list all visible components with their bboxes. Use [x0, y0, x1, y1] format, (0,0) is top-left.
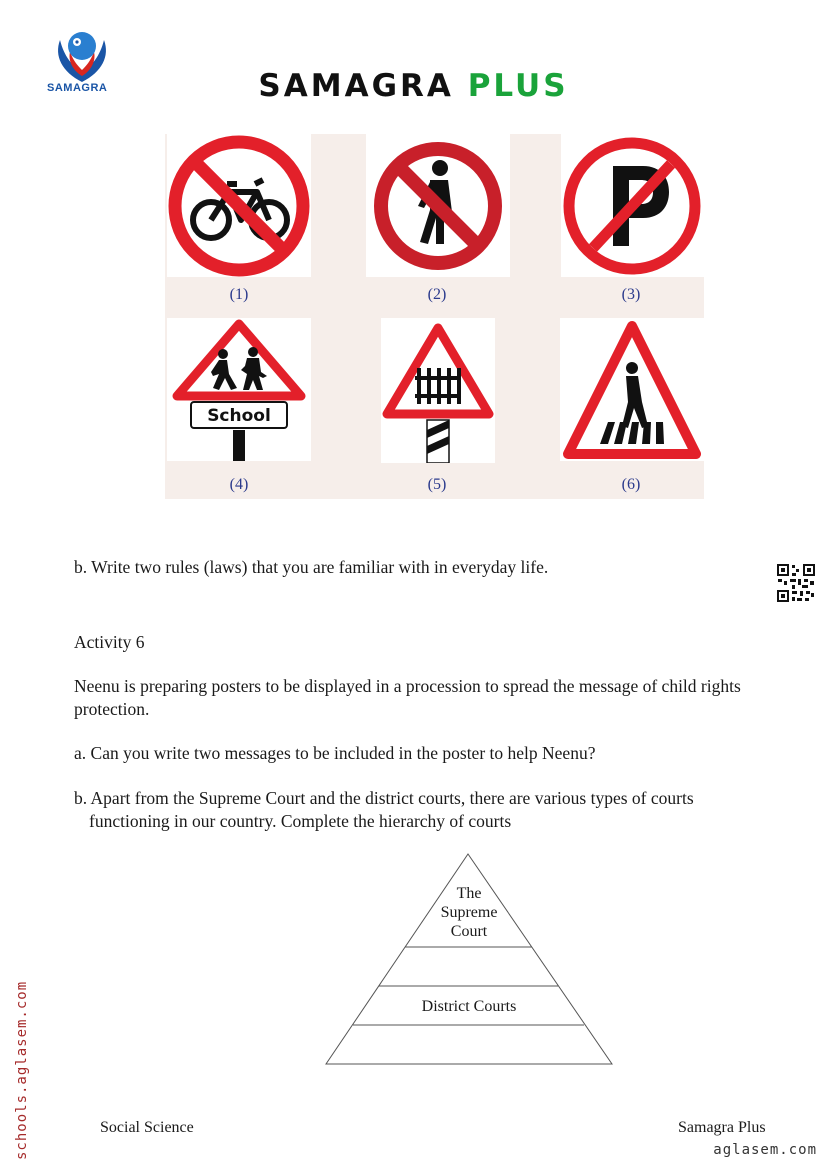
pyramid-top-line-3: Court [450, 923, 488, 940]
pyramid-level-supreme-court [419, 884, 519, 941]
question-b-courts-line1: b. Apart from the Supreme Court and the district courts, there are various types of courts [74, 788, 694, 808]
pyramid-level-district-courts: District Courts [421, 998, 517, 1015]
no-bicycle-sign-icon [167, 134, 311, 277]
title-part-2: PLUS [467, 68, 569, 104]
qr-code-icon [776, 563, 816, 603]
question-a-messages: a. Can you write two messages to be included in the poster to help Neenu? [74, 743, 596, 763]
question-b-courts-line2: functioning in our country. Complete the hierarchy of courts [89, 811, 512, 831]
pyramid-top-line-1: The [456, 885, 482, 902]
court-hierarchy-pyramid [324, 852, 614, 1067]
sign-label-6: (6) [621, 476, 641, 493]
no-parking-sign-icon [561, 134, 704, 277]
sign-label-5: (5) [427, 476, 447, 493]
sign-label-3: (3) [621, 286, 641, 303]
pedestrian-crossing-sign-icon [560, 318, 704, 461]
activity-heading: Activity 6 [74, 632, 145, 652]
school-zone-sign-icon [167, 318, 311, 461]
no-pedestrian-sign-icon [366, 134, 510, 277]
activity-intro: Neenu is preparing posters to be displayed in a procession to spread the message of child rights protection. [74, 676, 741, 719]
railway-crossing-sign-icon [381, 318, 495, 463]
footer-subject: Social Science [100, 1119, 194, 1136]
school-sign-text: School [207, 406, 271, 426]
question-b-rules: b. Write two rules (laws) that you are familiar with in everyday life. [74, 557, 549, 577]
sign-label-1: (1) [229, 286, 249, 303]
traffic-signs-figure [165, 134, 704, 499]
page-title [0, 68, 827, 104]
sign-label-4: (4) [229, 476, 249, 493]
side-watermark: schools.aglasem.com [14, 980, 30, 1160]
footer-url: aglasem.com [713, 1142, 817, 1158]
pyramid-top-line-2: Supreme [440, 904, 498, 921]
logo-text: SAMAGRA [47, 82, 108, 94]
title-part-1: SAMAGRA [258, 68, 454, 104]
footer-brand: Samagra Plus [678, 1119, 766, 1136]
sign-label-2: (2) [427, 286, 447, 303]
